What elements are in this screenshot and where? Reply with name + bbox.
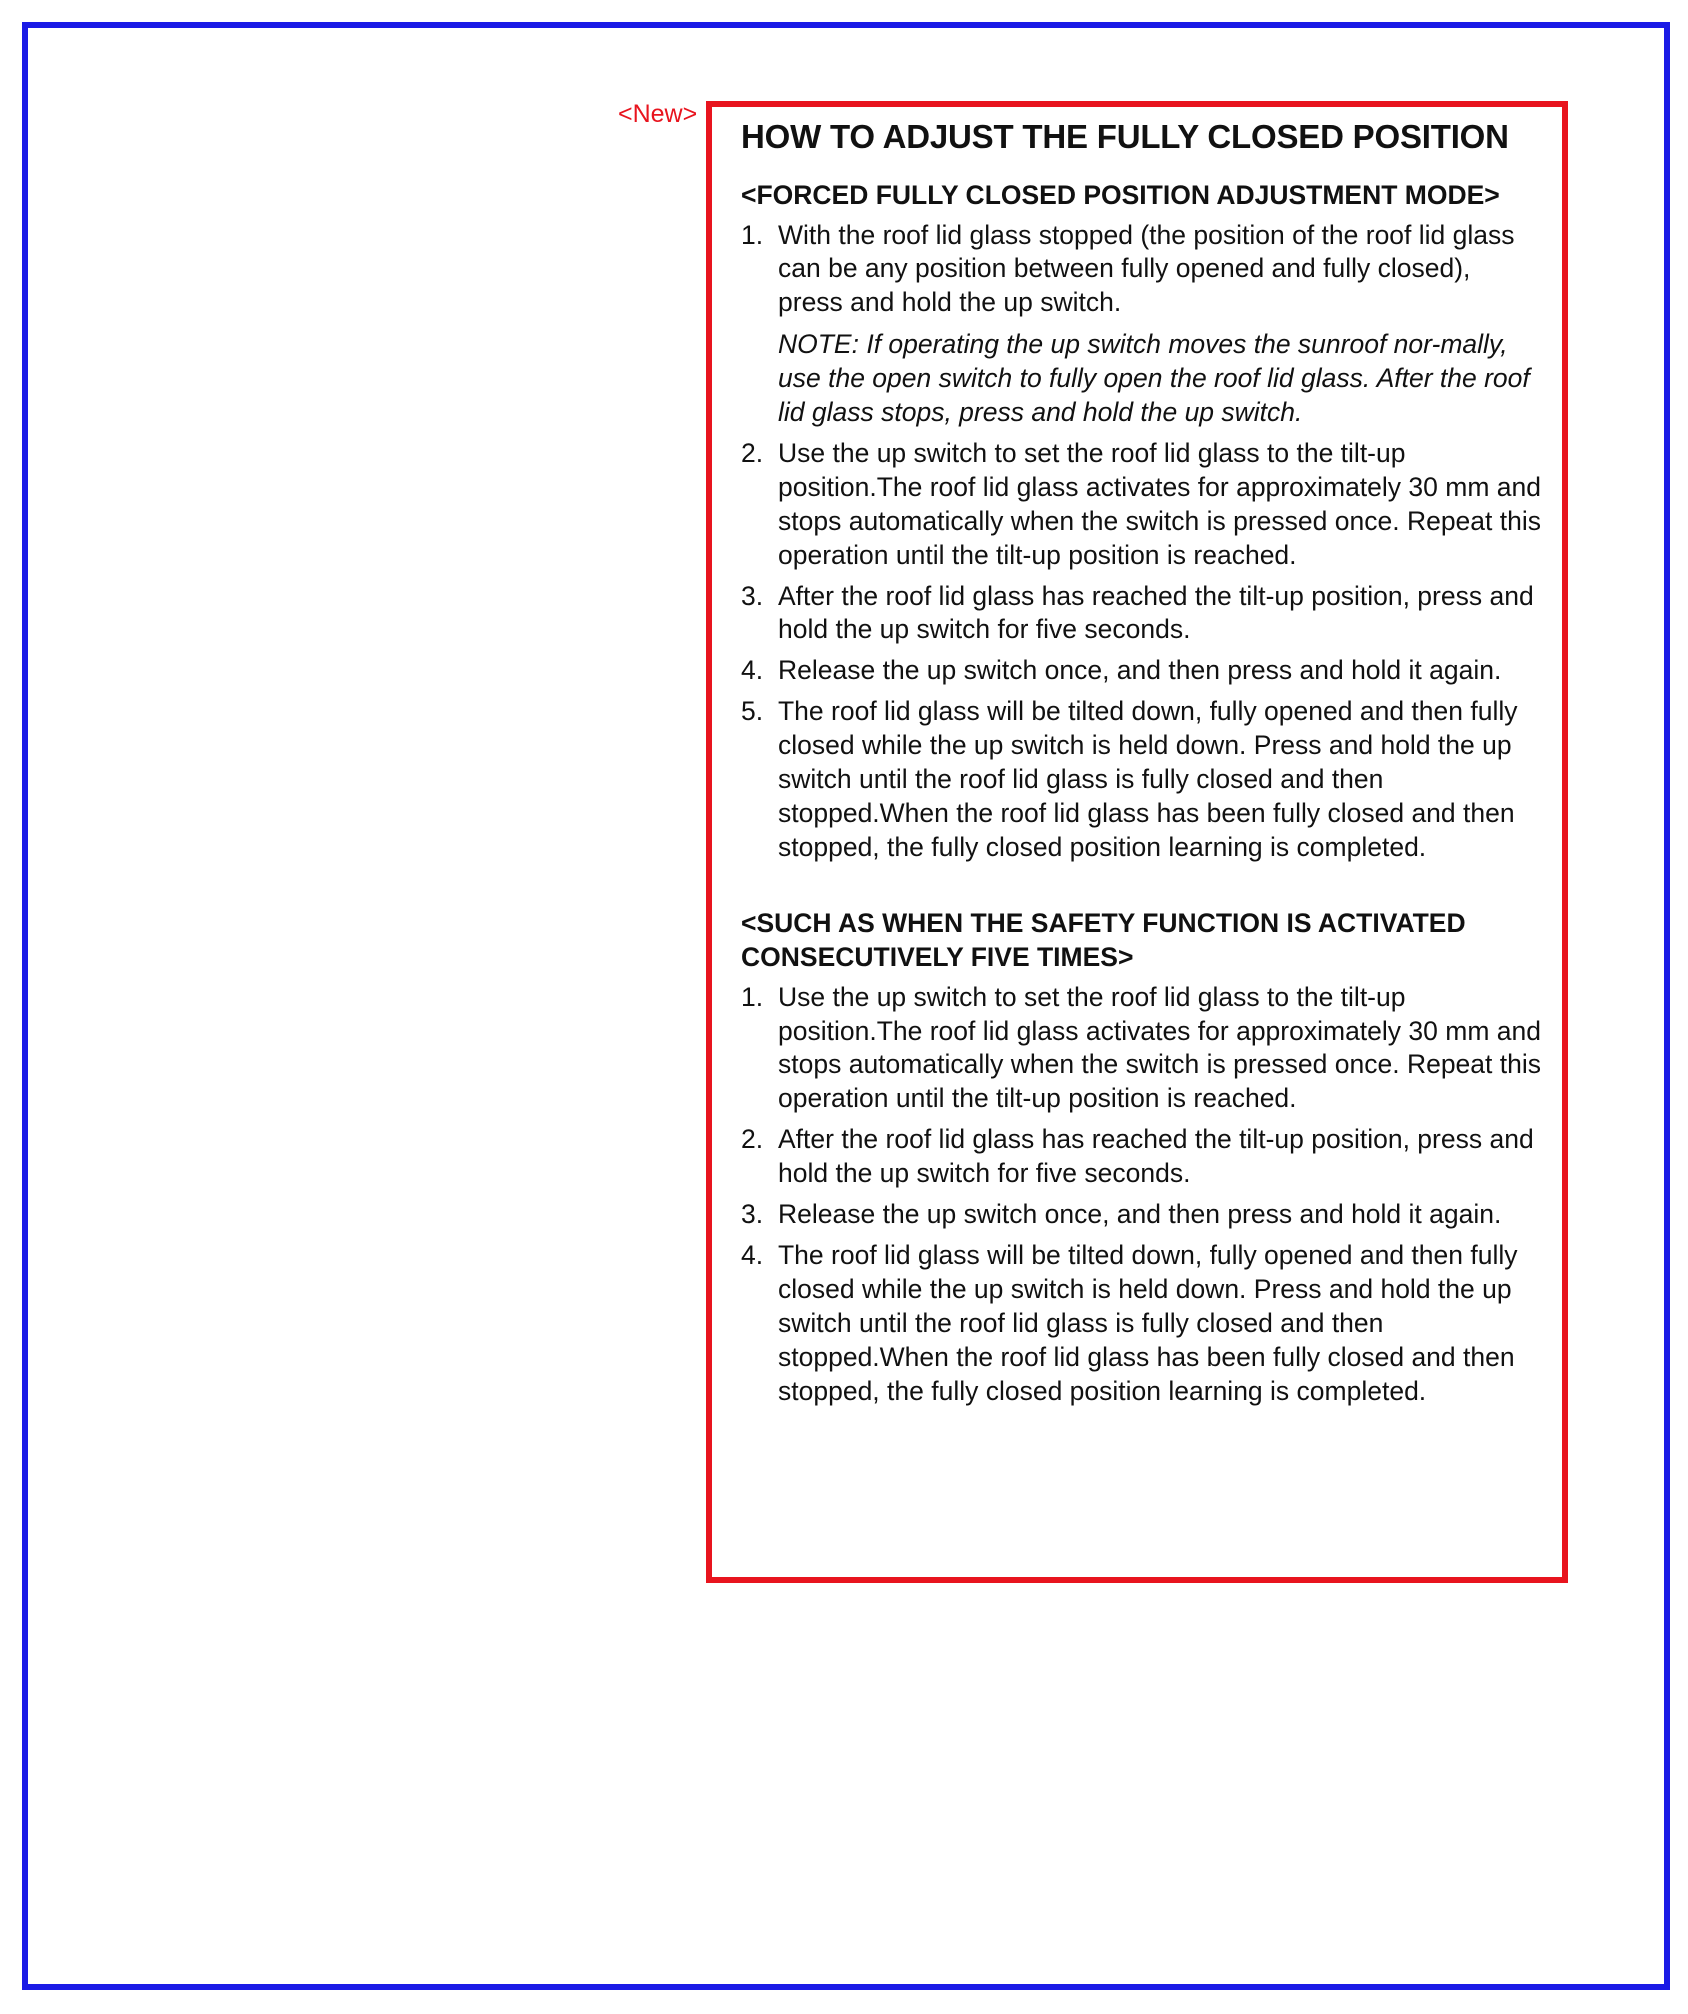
step-text: Release the up switch once, and then press and hold it again. (778, 655, 1502, 686)
section-heading-forced-mode: <FORCED FULLY CLOSED POSITION ADJUSTMENT MODE> (741, 179, 1500, 210)
list-item (741, 219, 1542, 430)
list-item (741, 695, 1542, 865)
step-number: 3. (741, 1199, 764, 1230)
section-heading-safety-function: <SUCH AS WHEN THE SAFETY FUNCTION IS ACTIVATED CONSECUTIVELY FIVE TIMES> (741, 907, 1466, 972)
step-note: NOTE: If operating the up switch moves the sunroof nor-mally, use the open switch to fully open the roof lid glass. After the roof lid glass stops, press and hold the up switch. (778, 329, 1530, 428)
step-text: The roof lid glass will be tilted down, fully opened and then fully closed while the up switch is held down. Press and hold the up switch until the roof lid glass is fully closed and then stopped.When the roof lid glass has been fully closed and then stopped, the fully closed position learning is completed. (778, 696, 1518, 862)
step-text: Use the up switch to set the roof lid glass to the tilt-up position.The roof lid glass activates for approximately 30 mm and stops automatically when the switch is pressed once. Repeat this operation until the tilt-up position is reached. (778, 981, 1542, 1114)
list-item (741, 1123, 1542, 1191)
step-number: 2. (741, 437, 764, 468)
list-item (741, 1239, 1542, 1409)
page-title: HOW TO ADJUST THE FULLY CLOSED POSITION (741, 118, 1509, 155)
step-text: After the roof lid glass has reached the tilt-up position, press and hold the up switch for five seconds. (778, 1124, 1534, 1189)
step-number: 3. (741, 580, 764, 611)
list-item (741, 580, 1542, 648)
new-badge: <New> (618, 100, 698, 128)
list-item (741, 437, 1542, 573)
step-number: 5. (741, 696, 764, 727)
step-number: 4. (741, 655, 764, 686)
list-item (741, 1198, 1542, 1232)
step-number: 1. (741, 981, 764, 1012)
step-text: With the roof lid glass stopped (the position of the roof lid glass can be any position between fully opened and fully closed), press and hold the up switch. (778, 219, 1515, 318)
list-item (741, 981, 1542, 1117)
step-body (778, 219, 1542, 430)
step-number: 2. (741, 1124, 764, 1155)
step-text: Use the up switch to set the roof lid glass to the tilt-up position.The roof lid glass activates for approximately 30 mm and stops automatically when the switch is pressed once. Repeat this operation until the tilt-up position is reached. (778, 437, 1542, 570)
safety-function-steps (741, 981, 1542, 1409)
forced-mode-steps (741, 219, 1542, 865)
step-number: 1. (741, 219, 764, 250)
step-text: Release the up switch once, and then press and hold it again. (778, 1199, 1502, 1230)
list-item (741, 654, 1542, 688)
step-number: 4. (741, 1239, 764, 1270)
procedure-box (706, 101, 1568, 1583)
step-text: After the roof lid glass has reached the tilt-up position, press and hold the up switch for five seconds. (778, 580, 1534, 645)
step-text: The roof lid glass will be tilted down, fully opened and then fully closed while the up switch is held down. Press and hold the up switch until the roof lid glass is fully closed and then stopped.When the roof lid glass has been fully closed and then stopped, the fully closed position learning is completed. (778, 1239, 1518, 1406)
